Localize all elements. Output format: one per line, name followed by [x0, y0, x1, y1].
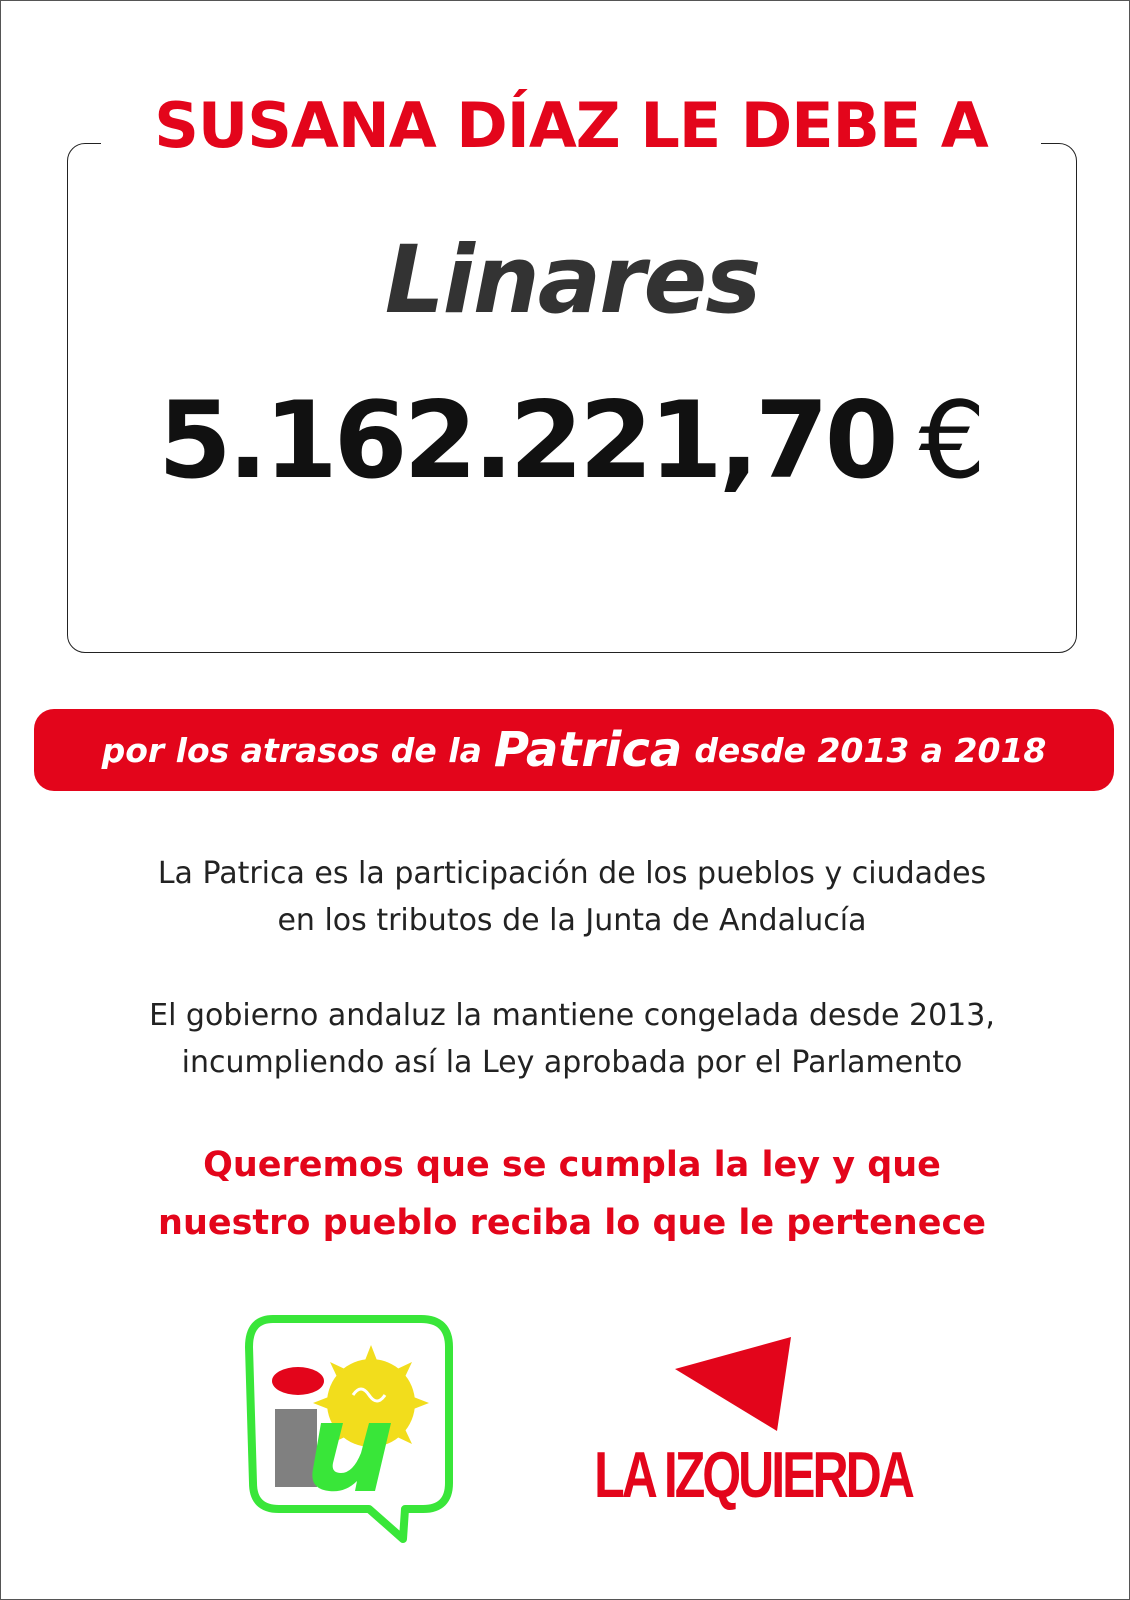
call-line-1: Queremos que se cumpla la ley y que	[203, 1145, 941, 1185]
call-line-2: nuestro pueblo reciba lo que le pertenece	[158, 1202, 986, 1243]
banner-highlight: Patrica	[493, 722, 683, 778]
call-to-action	[67, 1137, 1077, 1253]
currency-symbol: €	[918, 379, 987, 502]
city-name: Linares	[384, 226, 760, 335]
definition-line-1: La Patrica es la participación de los pueblos y ciudades	[157, 856, 987, 891]
la-izquierda-wordmark: LA IZQUIERDA	[594, 1438, 912, 1512]
patrica-banner	[34, 709, 1114, 791]
government-statement	[67, 993, 1077, 1086]
debt-amount	[67, 379, 1077, 502]
statement-line-2: incumpliendo así la Ley aprobada por el Parlamento	[181, 1044, 963, 1080]
statement-line-1: El gobierno andaluz la mantiene congelada desde 2013,	[149, 998, 995, 1033]
patrica-definition	[67, 851, 1077, 944]
definition-line-2: en los tributos de la Junta de Andalucía	[277, 902, 867, 938]
amount-value: 5.162.221,70	[157, 379, 895, 502]
banner-suffix: desde 2013 a 2018	[694, 730, 1047, 770]
iu-logo	[243, 1313, 473, 1543]
headline: SUSANA DÍAZ LE DEBE A	[101, 89, 1041, 163]
red-triangle-icon	[593, 1337, 913, 1437]
iu-logo-icon	[243, 1313, 473, 1543]
la-izquierda-logo	[593, 1337, 913, 1517]
banner-prefix: por los atrasos de la	[101, 730, 482, 770]
